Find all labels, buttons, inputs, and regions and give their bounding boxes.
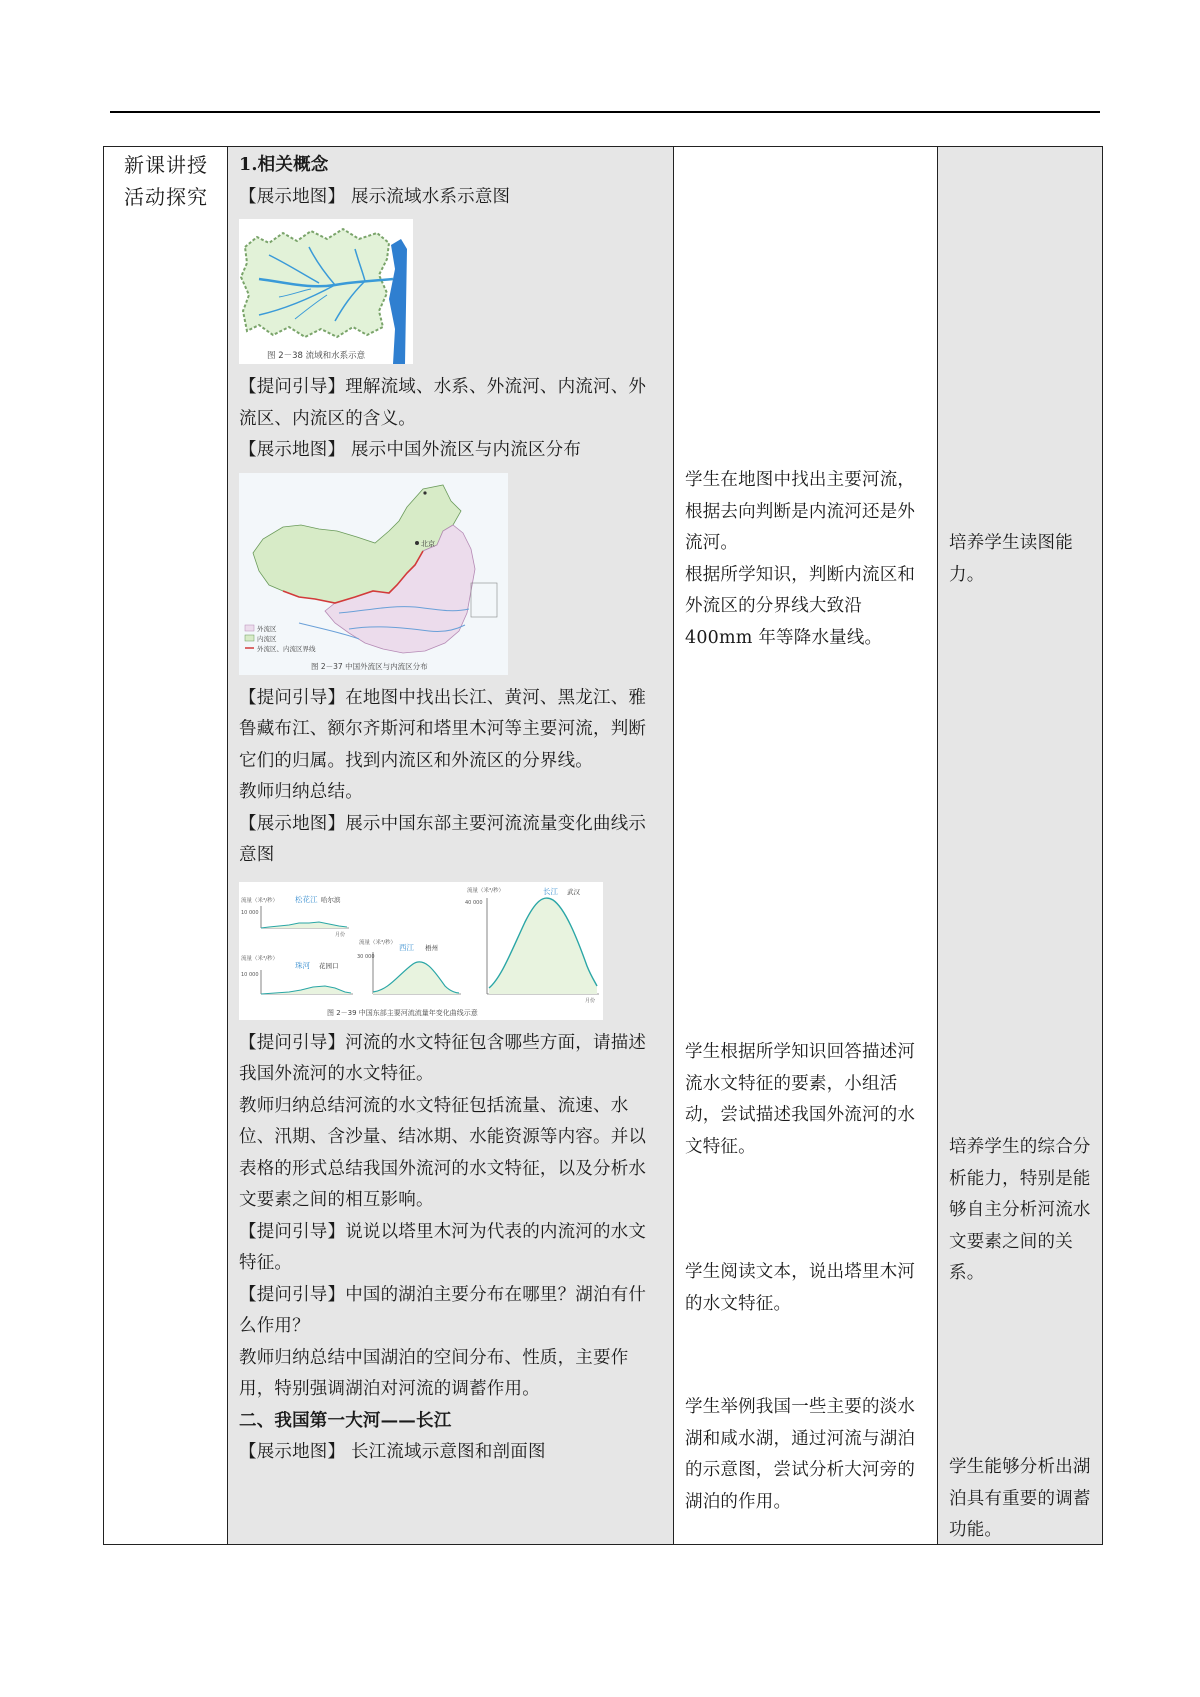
question-3: 【提问引导】河流的水文特征包含哪些方面，请描述我国外流河的水文特征。 bbox=[239, 1032, 647, 1084]
section-heading-2: 二、我国第一大河——长江 bbox=[239, 1410, 452, 1431]
design-intent-2: 培养学生的综合分析能力，特别是能够自主分析河流水文要素之间的关系。 bbox=[949, 1137, 1091, 1283]
fig3-ymax-3: 30 000 bbox=[357, 953, 375, 960]
student-activity-5: 学生举例我国一些主要的淡水湖和咸水湖，通过河流与湖泊的示意图，尝试分析大河旁的湖泊的作用。 bbox=[685, 1397, 916, 1512]
fig3-unit-1: 流量（米³/秒） bbox=[241, 897, 279, 904]
row-label-line-1: 新课讲授 bbox=[124, 153, 208, 177]
fig3-station-4: 武汉 bbox=[567, 887, 580, 896]
fig2-legend-2: 内流区 bbox=[257, 634, 277, 643]
fig3-ymax-4: 40 000 bbox=[465, 899, 483, 906]
student-activity-1: 学生在地图中找出主要河流，根据去向判断是内流河还是外流河。 bbox=[685, 470, 916, 553]
show-map-1: 【展示地图】 展示流域水系示意图 bbox=[239, 186, 511, 207]
student-activity-2: 根据所学知识，判断内流区和外流区的分界线大致沿 400mm 年等降水量线。 bbox=[685, 564, 916, 648]
fig3-ymax-1: 10 000 bbox=[241, 909, 259, 916]
teacher-summary-2: 教师归纳总结河流的水文特征包括流量、流速、水位、汛期、含沙量、结冰期、水能资源等内容。并以表格的形式总结我国外流河的水文特征，以及分析水文要素之间的相互影响。 bbox=[239, 1095, 647, 1210]
fig3-ymax-2: 10 000 bbox=[241, 971, 259, 978]
teacher-summary-1: 教师归纳总结。 bbox=[239, 782, 363, 802]
student-activity-cell bbox=[674, 147, 938, 1545]
fig3-river-4: 长江 bbox=[543, 886, 558, 896]
watershed-figure bbox=[239, 219, 413, 364]
fig3-river-2: 珠河 bbox=[295, 960, 310, 970]
design-intent-1: 培养学生读图能力。 bbox=[949, 533, 1073, 585]
fig3-unit-3: 流量（米³/秒） bbox=[359, 939, 397, 946]
fig3-river-3: 西江 bbox=[399, 942, 414, 952]
student-activity-4: 学生阅读文本，说出塔里木河的水文特征。 bbox=[685, 1262, 916, 1314]
svg-text:北京: 北京 bbox=[421, 539, 435, 548]
show-map-3: 【展示地图】展示中国东部主要河流流量变化曲线示意图 bbox=[239, 813, 647, 865]
content-cell bbox=[228, 147, 674, 1545]
fig3-river-1: 松花江 bbox=[295, 894, 318, 904]
fig2-legend-3: 外流区、内流区界线 bbox=[257, 644, 316, 653]
design-intent-cell bbox=[938, 147, 1103, 1545]
row-label-line-2: 活动探究 bbox=[124, 185, 208, 209]
lesson-table bbox=[103, 146, 1103, 1545]
fig3-month-1: 月份 bbox=[335, 931, 346, 938]
fig3-caption: 图 2－39 中国东部主要河流流量年变化曲线示意 bbox=[327, 1008, 478, 1017]
china-drainage-map bbox=[239, 473, 508, 675]
fig3-station-2: 花园口 bbox=[319, 961, 339, 970]
section-heading: 1.相关概念 bbox=[239, 155, 329, 175]
student-activity-3: 学生根据所学知识回答描述河流水文特征的要素，小组活动，尝试描述我国外流河的水文特征。 bbox=[685, 1042, 916, 1157]
question-5: 【提问引导】中国的湖泊主要分布在哪里？湖泊有什么作用？ bbox=[239, 1284, 647, 1336]
fig2-legend-1: 外流区 bbox=[257, 624, 277, 633]
show-map-2: 【展示地图】 展示中国外流区与内流区分布 bbox=[239, 440, 582, 460]
question-2: 【提问引导】在地图中找出长江、黄河、黑龙江、雅鲁藏布江、额尔齐斯河和塔里木河等主要河流，判断它们的归属。找到内流区和外流区的分界线。 bbox=[239, 687, 647, 771]
fig3-unit-4: 流量（米³/秒） bbox=[467, 887, 505, 894]
question-1: 【提问引导】理解流域、水系、外流河、内流河、外流区、内流区的含义。 bbox=[239, 377, 647, 429]
fig3-station-3: 梧州 bbox=[425, 943, 438, 952]
fig1-caption: 图 2－38 流域和水系示意 bbox=[267, 351, 366, 361]
show-map-4: 【展示地图】 长江流域示意图和剖面图 bbox=[239, 1442, 546, 1462]
design-intent-3: 学生能够分析出湖泊具有重要的调蓄功能。 bbox=[949, 1457, 1091, 1540]
fig3-month-4: 月份 bbox=[585, 997, 596, 1004]
row-label-cell bbox=[104, 147, 228, 1545]
fig2-caption: 图 2－37 中国外流区与内流区分布 bbox=[311, 661, 428, 671]
header-rule bbox=[110, 111, 1100, 113]
question-4: 【提问引导】说说以塔里木河为代表的内流河的水文特征。 bbox=[239, 1221, 647, 1273]
fig3-station-1: 哈尔滨 bbox=[321, 895, 341, 904]
teacher-summary-3: 教师归纳总结中国湖泊的空间分布、性质，主要作用，特别强调湖泊对河流的调蓄作用。 bbox=[239, 1347, 629, 1399]
river-discharge-figure bbox=[239, 882, 603, 1020]
fig3-unit-2: 流量（米³/秒） bbox=[241, 955, 279, 962]
